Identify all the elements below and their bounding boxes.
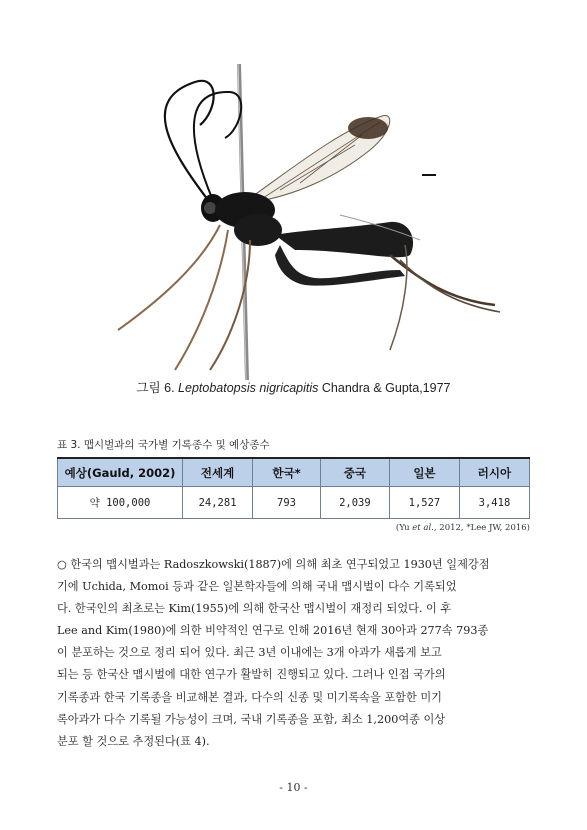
paragraph-line: 기록종과 한국 기록종을 비교해본 결과, 다수의 신종 및 미기록속을 포함한 미기 [57,690,442,704]
figure-caption [0,378,587,396]
paragraph-line: 기에 Uchida, Momoi 등과 같은 일본학자들에 의해 국내 맵시벌이 다수 기록되었 [57,580,457,594]
table-cell: 1,527 [389,487,459,519]
paragraph-line: 다. 한국인의 최초로는 Kim(1955)에 의해 한국산 맵시벌이 재정리 되었다. 이 후 [57,602,452,616]
header-cell: 전세계 [182,458,252,487]
species-count-table [57,457,530,519]
caption-authority: Chandra & Gupta,1977 [321,381,451,395]
table-cell: 3,418 [459,487,529,519]
header-cell: 일본 [389,458,459,487]
paragraph-line: Lee and Kim(1980)에 의한 비약적인 연구로 인해 2016년 현재 30아과 277속 793종 [57,624,489,638]
scale-bar [422,174,436,176]
table-cell: 2,039 [320,487,389,519]
header-cell: 한국* [253,458,321,487]
caption-species: Leptobatopsis nigricapitis [178,381,319,395]
header-cell: 러시아 [459,458,529,487]
header-cell: 예상(Gauld, 2002) [58,458,183,487]
table-cell: 약 100,000 [58,487,183,519]
paragraph-line: 록아과가 다수 기록될 가능성이 크며, 국내 기록종을 포함, 최소 1,200여종 이상 [57,712,446,726]
table-caption: 표 3. 맵시벌과의 국가별 기록종수 및 예상종수 [57,439,270,451]
table-cell: 24,281 [182,487,252,519]
table-header-row [58,458,530,487]
paragraph-line: 이 분포하는 것으로 정리 되어 있다. 최근 3년 이내에는 3개 아과가 새롭게 보고 [57,646,442,660]
paragraph-line: 분포 할 것으로 추정된다(표 4). [57,734,210,748]
table-cell: 793 [253,487,321,519]
caption-prefix: 그림 6. [136,381,175,395]
body-paragraph [57,554,533,753]
table-source: (Yu et al., 2012, *Lee JW, 2016) [395,523,530,533]
table-row [58,487,530,519]
specimen-photo [100,50,520,380]
paragraph-line: ○ 한국의 맵시벌과는 Radoszkowski(1887)에 의해 최초 연구되었고 1930년 일제강점 [57,558,490,571]
header-cell: 중국 [320,458,389,487]
page-number: - 10 - [279,781,308,794]
paragraph-line: 되는 등 한국산 맵시벌에 대한 연구가 활발히 진행되고 있다. 그러나 인접 국가의 [57,668,446,682]
